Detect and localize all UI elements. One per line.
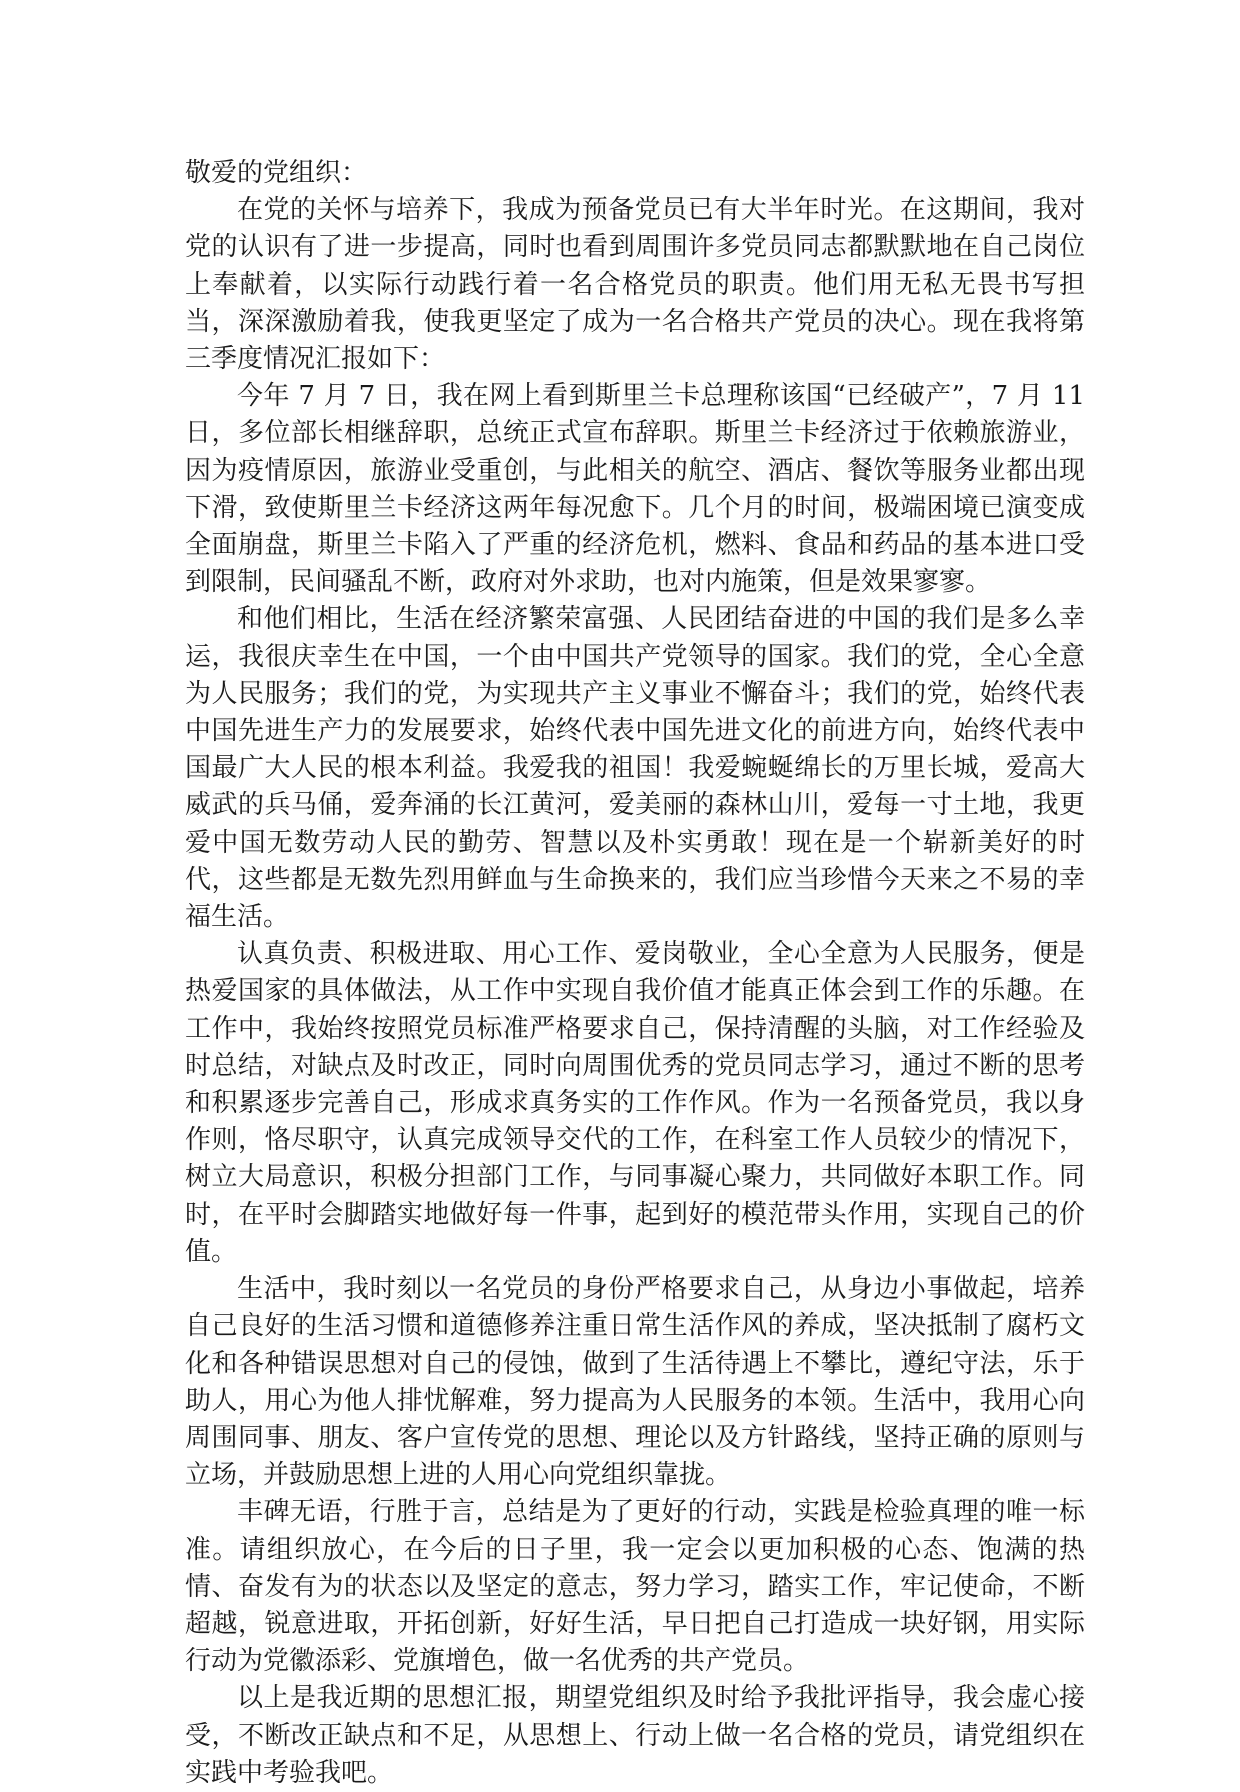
paragraph-life: 生活中，我时刻以一名党员的身份严格要求自己，从身边小事做起，培养自己良好的生活习惯和道德修养注重日常生活作风的养成，坚决抵制了腐朽文化和各种错误思想对自己的侵蚀，做到了生活待遇上不攀比，遵纪守法，乐于助人，用心为他人排忧解难，努力提高为人民服务的本领。生活中，我用心向周围同事、朋友、客户宣传党的思想、理论以及方针路线，坚持正确的原则与立场，并鼓励思想上进的人用心向党组织靠拢。 [185,1274,1085,1491]
paragraph-sri-lanka: 今年 7 月 7 日，我在网上看到斯里兰卡总理称该国“已经破产”，7 月 11 日，多位部长相继辞职，总统正式宣布辞职。斯里兰卡经济过于依赖旅游业，因为疫情原因，旅游业受重创，与此相关的航空、酒店、餐饮等服务业都出现下滑，致使斯里兰卡经济这两年每况愈下。几个月的时间，极端困境已演变成全面崩盘，斯里兰卡陷入了严重的经济危机，燃料、食品和药品的基本进口受到限制，民间骚乱不断，政府对外求助，也对内施策，但是效果寥寥。 [185,381,1085,598]
paragraph-pledge: 丰碑无语，行胜于言，总结是为了更好的行动，实践是检验真理的唯一标准。请组织放心，在今后的日子里，我一定会以更加积极的心态、饱满的热情、奋发有为的状态以及坚定的意志，努力学习，踏实工作，牢记使命，不断超越，锐意进取，开拓创新，好好生活，早日把自己打造成一块好钢，用实际行动为党徽添彩、党旗增色，做一名优秀的共产党员。 [185,1497,1085,1677]
paragraph-work: 认真负责、积极进取、用心工作、爱岗敬业，全心全意为人民服务，便是热爱国家的具体做法，从工作中实现自我价值才能真正体会到工作的乐趣。在工作中，我始终按照党员标准严格要求自己，保持清醒的头脑，对工作经验及时总结，对缺点及时改正，同时向周围优秀的党员同志学习，通过不断的思考和积累逐步完善自己，形成求真务实的工作作风。作为一名预备党员，我以身作则，恪尽职守，认真完成领导交代的工作，在科室工作人员较少的情况下，树立大局意识，积极分担部门工作，与同事凝心聚力，共同做好本职工作。同时，在平时会脚踏实地做好每一件事，起到好的模范带头作用，实现自己的价值。 [185,939,1085,1267]
paragraph-china: 和他们相比，生活在经济繁荣富强、人民团结奋进的中国的我们是多么幸运，我很庆幸生在中国，一个由中国共产党领导的国家。我们的党，全心全意为人民服务；我们的党，为实现共产主义事业不懈奋斗；我们的党，始终代表中国先进生产力的发展要求，始终代表中国先进文化的前进方向，始终代表中国最广大人民的根本利益。我爱我的祖国！我爱蜿蜒绵长的万里长城，爱高大威武的兵马俑，爱奔涌的长江黄河，爱美丽的森林山川，爱每一寸土地，我更爱中国无数劳动人民的勤劳、智慧以及朴实勇敢！现在是一个崭新美好的时代，这些都是无数先烈用鲜血与生命换来的，我们应当珍惜今天来之不易的幸福生活。 [185,604,1085,933]
paragraph-closing: 以上是我近期的思想汇报，期望党组织及时给予我批评指导，我会虚心接受，不断改正缺点和不足，从思想上、行动上做一名合格的党员，请党组织在实践中考验我吧。 [185,1683,1085,1788]
letter-body [185,155,1085,1792]
paragraph-intro: 在党的关怀与培养下，我成为预备党员已有大半年时光。在这期间，我对党的认识有了进一步提高，同时也看到周围许多党员同志都默默地在自己岗位上奉献着，以实际行动践行着一名合格党员的职责。他们用无私无畏书写担当，深深激励着我，使我更坚定了成为一名合格共产党员的决心。现在我将第三季度情况汇报如下： [185,195,1085,375]
salutation: 敬爱的党组织： [185,158,368,188]
